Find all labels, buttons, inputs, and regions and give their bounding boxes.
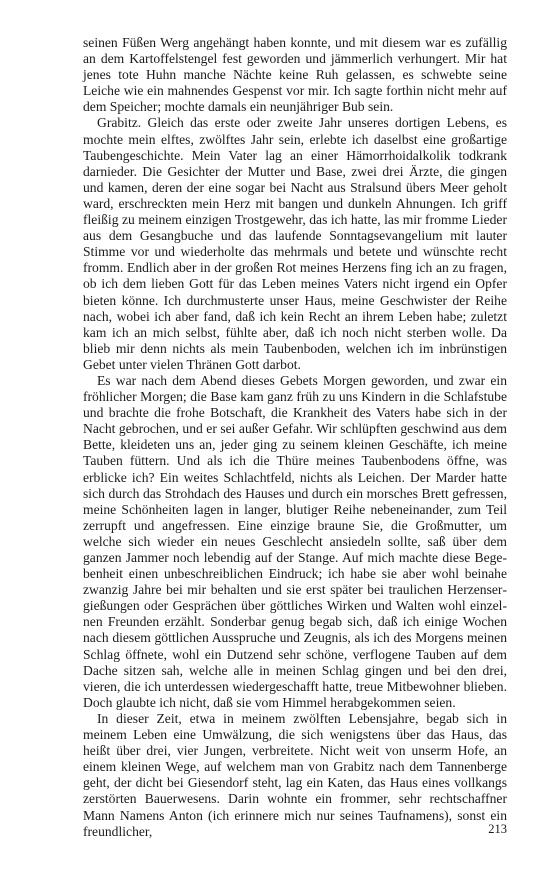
paragraph-upheaval: In dieser Zeit, etwa in meinem zwölften Lebensjahre, begab sich in meinem Leben eine Umwälzung, die sich wenigstens über das Haus, das heißt über drei, vier Jungen, verbreitete. Nicht weit von unserm Hofe, an einem kleinen Wege, auf welchem man von Grabitz nach dem Tannenberge geht, der dicht bei Giesendorf steht, lag ein Katen, das Haus eines vollkangs zerstörten Bauerwesens. Darin wohnte ein frommer, sehr rechtschaffner Mann Namens Anton (ich erinnere mich nur seines Taufnamens), sonst ein freundlicher, [83, 710, 507, 839]
paragraph-grabitz: Grabitz. Gleich das erste oder zweite Jahr unseres dortigen Lebens, es mochte mein elftes, zwölftes Jahr sein, erlebte ich daselbst eine großartige Taubengeschichte. Mein Vater lag an einer Hämorrhoidalkolik todkrank darnieder. Die Gesichter der Mutter und Base, zwei drei Ärzte, die gingen und kamen, deren der eine sogar bei Nacht aus Stralsund übers Meer geholt ward, erschreckten mein Herz mit bangen und dunkeln Ahnungen. Ich griff fleißig zu meinem einzigen Trostgewehr, das ich hatte, las mir fromme Lieder aus dem Gesangbuche und das laufende Sonntagsevangelium mit lauter Stimme vor und wiederholte das mehrmals und betete und wünschte recht fromm. Endlich aber in der großen Rot meines Herzens fing ich an zu fragen, ob ich dem lieben Gott für das Leben meines Vaters nicht irgend ein Opfer bieten könne. Ich durchmusterte unser Haus, meine Geschwister der Reihe nach, wobei ich aber fand, daß ich kein Recht an ihrem Leben habe; zuletzt kam ich an mich selbst, fühlte aber, daß ich noch nicht sterben wolle. Da blieb mir denn nichts als mein Taubenboden, welchen ich im inbrünstigen Gebet unter vielen Thränen Gott darbot. [83, 115, 507, 372]
body-text [83, 35, 507, 840]
page-number: 213 [488, 822, 507, 836]
paragraph-continued: seinen Füßen Werg angehängt haben konnte, und mit diesem war es zufällig an dem Kartoffelstengel fest geworden und jämmerlich verhungert. Mir hat jenes tote Huhn manche Nächte keine Ruh gelassen, es schwebte seine Leiche wie ein mahnendes Gespenst vor mir. Ich sagte forthin nicht mehr auf dem Speicher; mochte damals ein neunjähriger Bub sein. [83, 35, 507, 115]
paragraph-morning: Es war nach dem Abend dieses Gebets Morgen geworden, und zwar ein fröhlicher Morgen; die Base kam ganz früh zu uns Kindern in die Schlafstube und brachte die frohe Botschaft, die Krankheit des Vaters habe sich in der Nacht gebrochen, und er sei außer Gefahr. Wir schlüpften geschwind aus dem Bette, kleideten uns an, jeder ging zu seinem kleinen Geschäfte, ich meine Tauben füttern. Und als ich die Thüre meines Taubenbodens öffne, was erblicke ich? Ein weites Schlachtfeld, nichts als Leichen. Der Marder hatte sich durch das Strohdach des Hauses und durch ein morsches Brett gefressen, meine Schönheiten lagen in langer, blutiger Reihe nebeneinander, zum Teil zerrupft und angefressen. Eine einzige braune Sie, die Großmutter, um welche sich wieder ein neues Geschlecht ansiedeln sollte, saß über dem ganzen Jammer noch lebendig auf der Stange. Auf mich machte diese Begebenheit einen unbeschreiblichen Eindruck; ich habe sie aber wohl beinahe zwanzig Jahre bei mir behalten und sie erst später bei traulichen Herzensergießungen oder Gesprächen über göttliches Wirken und Walten wohl einzelnen Freunden erzählt. Sonderbar genug begab sich, daß ich einige Wochen nach diesem göttlichen Ausspruche und Zeugnis, als ich des Morgens meinen Schlag öffnete, wohl ein Dutzend sehr schöne, verflogene Tauben auf dem Dache sitzen sah, welche alle in meinen Schlag gingen und bei den drei, vieren, die ich unterdessen wiedergeschafft hatte, treue Mitbewohner blieben. Doch glaubte ich nicht, daß sie vom Himmel herabgekommen seien. [83, 372, 507, 710]
